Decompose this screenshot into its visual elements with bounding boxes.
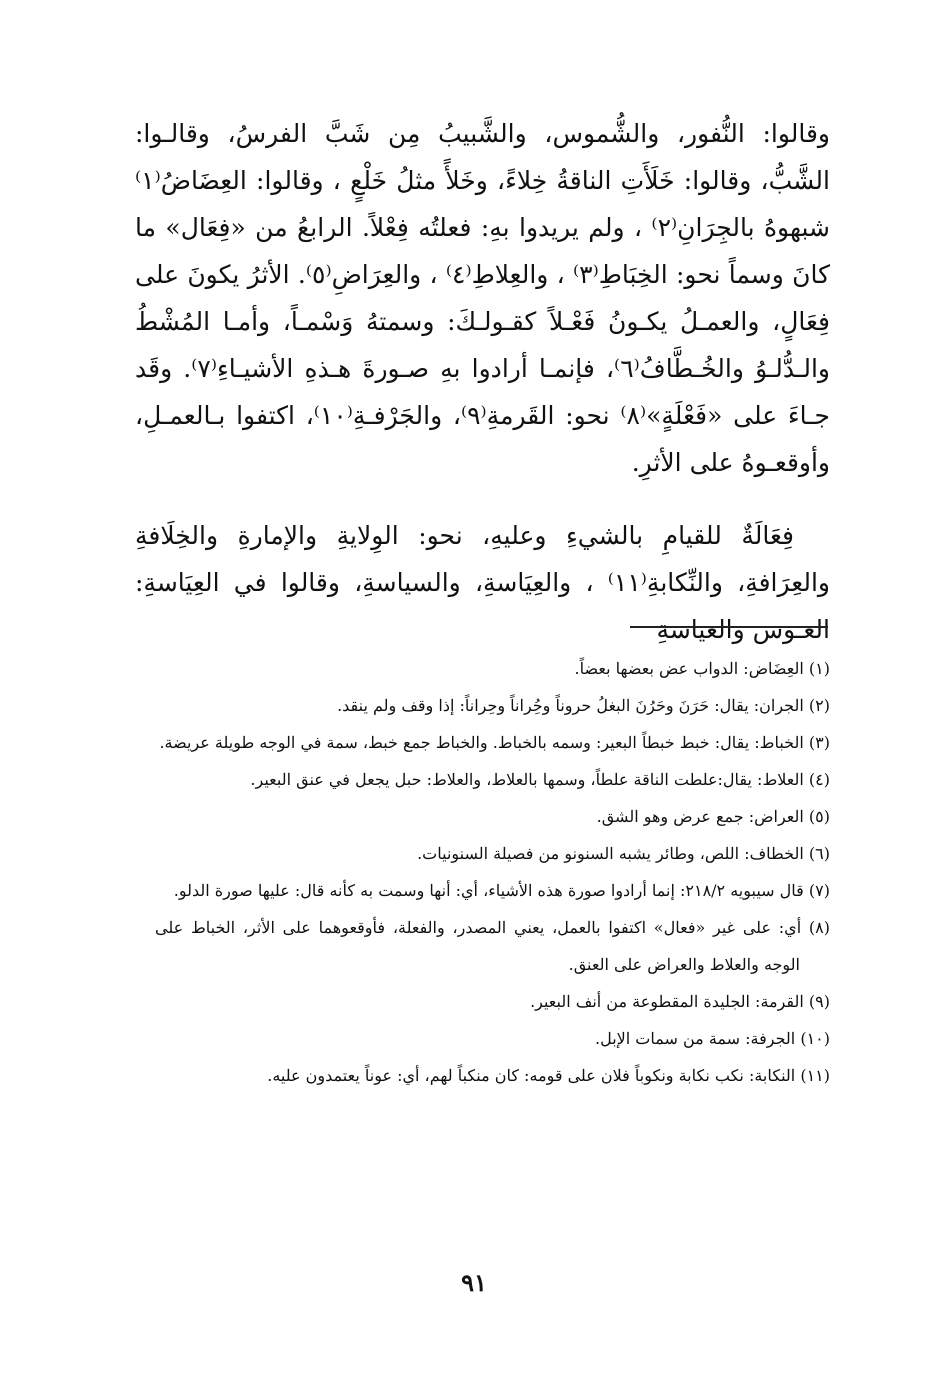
page-number: ٩١	[461, 1268, 487, 1297]
footnote: (٩) القرمة: الجليدة المقطوعة من أنف البعير.	[530, 992, 830, 1011]
footnote-divider	[630, 626, 828, 628]
footnote: (٨) أي: على غير «فعال» اكتفوا بالعمل، يعني المصدر، والفعلة، فأوقعوهما على الأثر، الخباط على الوجه والعلاط والعراض على العنق.	[155, 918, 830, 974]
main-text	[135, 110, 830, 653]
footnote: (٥) العراض: جمع عرض وهو الشق.	[596, 807, 830, 826]
footnotes	[155, 650, 830, 1094]
main-paragraph: وقالوا: النُّفور، والشُّموس، والشَّبيبُ مِن شَبَّ الفرسُ، وقالـوا: الشَّبُّ، وقالوا: خَلَأَتِ الناقةُ خِلاءً، وخَلأً مثلُ خَلْعٍ ، وقالوا: العِضَاضُ⁽١⁾ شبهوهُ بالجِرَانِ⁽٢⁾ ، ولم يريدوا بهِ: فعلتُه فِعْلاً. الرابعُ من «فِعَال» ما كانَ وسماً نحو: الخِبَاطِ⁽٣⁾ ، والعِلاطِ⁽٤⁾ ، والعِرَاضِ⁽٥⁾. الأثرُ يكونَ على فِعَالٍ، والعمـلُ يكـونُ فَعْـلاً كقـولـكَ: وسمتهُ وَسْمـاً، وأمـا المُشْطُ والـدُّلـوُ والخُـطَّافُ⁽٦⁾، فإنمـا أرادوا بهِ صـورةَ هـذهِ الأشيـاءِ⁽٧⁾. وقَد جـاءَ على «فَعْلَةٍ»⁽٨⁾ نحو: القَرمةِ⁽٩⁾، والجَرْفـةِ⁽١٠⁾، اكتفوا بـالعمـلِ، وأوقعـوهُ على الأثرِ.	[135, 119, 831, 477]
footnote: (٧) قال سيبويه ٢١٨/٢: إنما أرادوا صورة هذه الأشياء، أي: أنها وسمت به كأنه قال: عليها صورة الدلو.	[173, 881, 830, 900]
footnote: (٦) الخطاف: اللص، وطائر يشبه السنونو من فصيلة السنونيات.	[417, 844, 830, 863]
main-paragraph: فِعَالَةٌ للقيامِ بالشيءِ وعليهِ، نحو: الوِلايةِ والإمارةِ والخِلَافةِ والعِرَافةِ، والنِّكابةِ⁽١١⁾ ، والعِيَاسةِ، والسياسةِ، وقالوا في العِيَاسةِ: العـوس والعياسةِ	[135, 521, 830, 644]
footnote: (٤) العلاط: يقال:علطت الناقة علطاً، وسمها بالعلاط، والعلاط: حبل يجعل في عنق البعير.	[250, 770, 830, 789]
footnote: (١٠) الجرفة: سمة من سمات الإبل.	[594, 1029, 830, 1048]
footnote: (١١) النكابة: نكب نكابة ونكوباً فلان على قومه: كان منكباً لهم، أي: عوناً يعتمدون عليه.	[267, 1066, 830, 1085]
footnote: (٣) الخباط: يقال: خبط خبطاً البعير: وسمه بالخباط. والخباط جمع خبط، سمة في الوجه طويلة عريضة.	[159, 733, 830, 752]
footnote: (١) العِضَاض: الدواب عض بعضها بعضاً.	[574, 659, 830, 678]
footnote: (٢) الجران: يقال: حَرَنَ وحَرُنَ البغلُ حروناً وحُِراناً وحِراناً: إذا وقف ولم ينقد.	[337, 696, 830, 715]
